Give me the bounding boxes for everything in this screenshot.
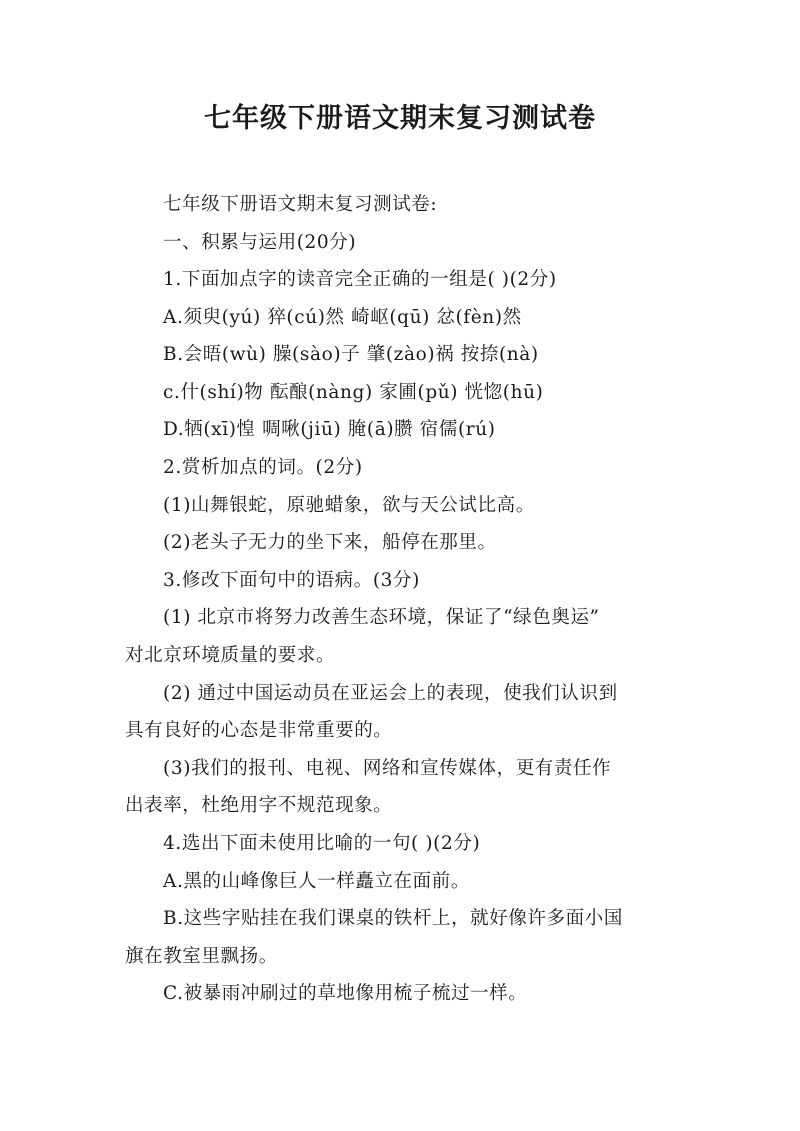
section-heading: 一、积累与运用(20分) — [163, 232, 357, 253]
page-title: 七年级下册语文期末复习测试卷 — [204, 103, 596, 134]
question-3-item-3: (3)我们的报刊、电视、网络和宣传媒体，更有责任作 — [163, 758, 612, 779]
question-2-item-1: (1)山舞银蛇，原驰蜡象，欲与天公试比高。 — [163, 495, 535, 516]
question-4-option-a: A.黑的山峰像巨人一样矗立在面前。 — [163, 871, 470, 892]
question-4-option-b: B.这些字贴挂在我们课桌的铁杆上，就好像许多面小国 — [163, 908, 623, 929]
question-3-item-3-cont: 出表率，杜绝用字不规范现象。 — [125, 795, 393, 816]
option-b: B.会晤(wù) 臊(sào)子 肇(zào)祸 按捺(nà) — [163, 344, 539, 365]
question-1: 1.下面加点字的读音完全正确的一组是( )(2分) — [163, 269, 557, 290]
question-3-item-2: (2) 通过中国运动员在亚运会上的表现，使我们认识到 — [163, 683, 618, 704]
question-3-item-1: (1) 北京市将努力改善生态环境，保证了“绿色奥运” — [163, 607, 600, 628]
question-3: 3.修改下面句中的语病。(3分) — [163, 570, 420, 591]
question-4: 4.选出下面未使用比喻的一句( )(2分) — [163, 833, 481, 854]
question-4-option-b-cont: 旗在教室里飘扬。 — [125, 946, 278, 967]
question-3-item-1-cont: 对北京环境质量的要求。 — [125, 645, 336, 666]
question-4-option-c: C.被暴雨冲刷过的草地像用梳子梳过一样。 — [163, 983, 528, 1004]
question-3-item-2-cont: 具有良好的心态是非常重要的。 — [125, 720, 393, 741]
option-a: A.须臾(yú) 猝(cú)然 崎岖(qū) 忿(fèn)然 — [163, 307, 522, 328]
intro-line: 七年级下册语文期末复习测试卷: — [163, 194, 438, 215]
option-d: D.牺(xī)惶 啁啾(jiū) 腌(ā)臜 宿儒(rú) — [163, 419, 496, 440]
question-2-item-2: (2)老头子无力的坐下来，船停在那里。 — [163, 532, 497, 553]
option-c: c.什(shí)物 酝酿(nàng) 家圃(pǔ) 恍惚(hū) — [163, 382, 544, 403]
question-2: 2.赏析加点的词。(2分) — [163, 457, 363, 478]
